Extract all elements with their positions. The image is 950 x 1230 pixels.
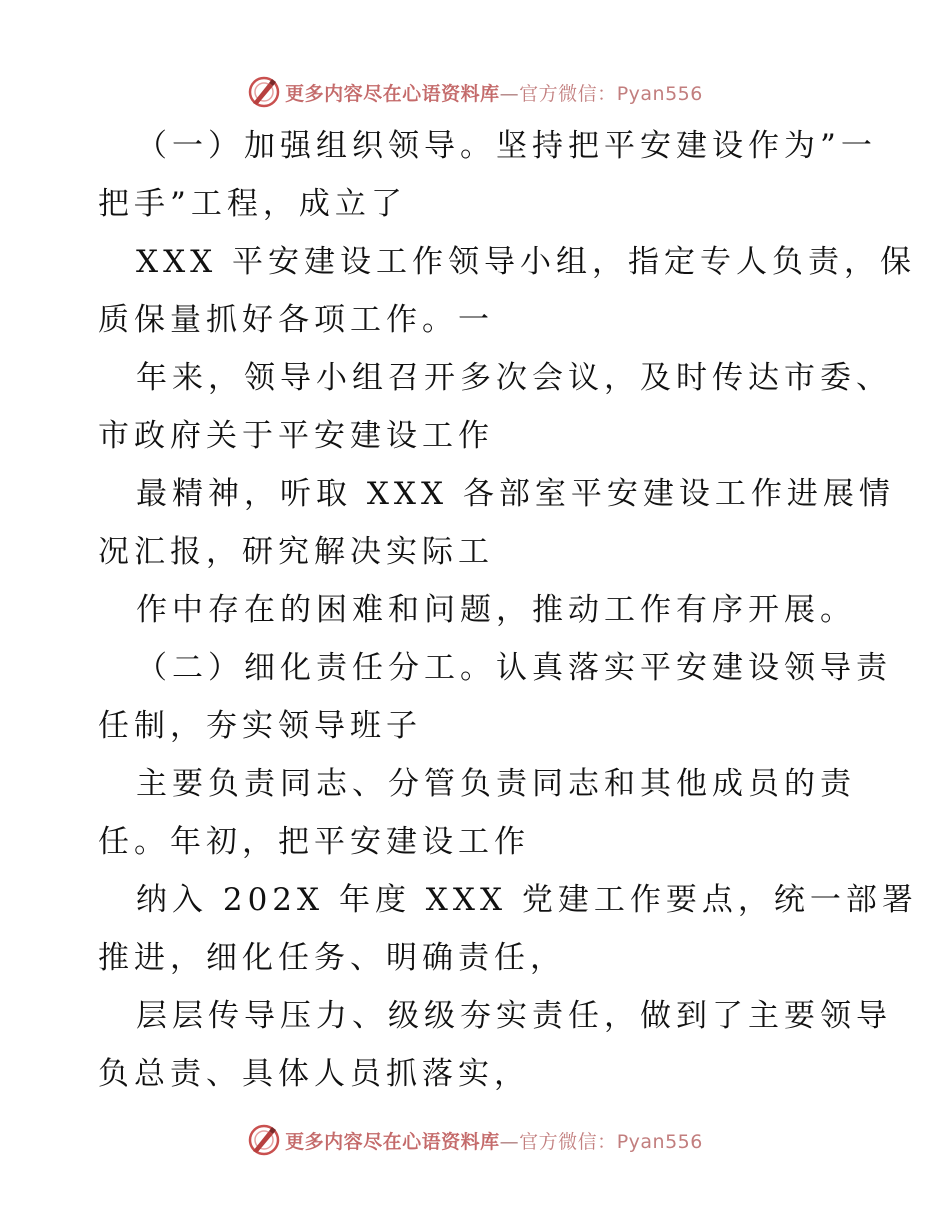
text-line: 作中存在的困难和问题，推动工作有序开展。 [136, 592, 856, 628]
watermark-account: Pyan556 [616, 82, 703, 105]
text-line: 负总责、具体人员抓落实， [98, 1056, 530, 1092]
document-body [98, 117, 918, 1103]
text-line: 任。年初，把平安建设工作 [98, 824, 530, 860]
watermark-site: 更多内容尽在心语资料库 [285, 82, 500, 105]
watermark-separator: — [499, 1130, 520, 1153]
text-line: （一）加强组织领导。坚持把平安建设作为”一 [136, 128, 877, 164]
watermark-account: Pyan556 [616, 1130, 703, 1153]
text-line: 纳入 202X 年度 XXX 党建工作要点，统一部署 [136, 882, 918, 918]
watermark-site: 更多内容尽在心语资料库 [285, 1130, 500, 1153]
watermark-label: 官方微信： [519, 82, 617, 105]
watermark-text [285, 79, 703, 106]
pen-in-circle-icon [247, 75, 281, 109]
text-line: 市政府关于平安建设工作 [98, 418, 494, 454]
text-line: 把手”工程，成立了 [98, 186, 407, 222]
watermark-header [0, 72, 950, 112]
text-line: 任制，夯实领导班子 [98, 708, 422, 744]
text-line: 推进，细化任务、明确责任， [98, 940, 566, 976]
watermark-footer [0, 1120, 950, 1160]
text-line: XXX 平安建设工作领导小组，指定专人负责，保 [136, 244, 917, 280]
text-line: 年来，领导小组召开多次会议，及时传达市委、 [136, 360, 892, 396]
pen-in-circle-icon [247, 1123, 281, 1157]
text-line: 质保量抓好各项工作。一 [98, 302, 494, 338]
watermark-separator: — [499, 82, 520, 105]
watermark-text [285, 1127, 703, 1154]
watermark-label: 官方微信： [519, 1130, 617, 1153]
text-line: 主要负责同志、分管负责同志和其他成员的责 [136, 766, 856, 802]
text-line: 最精神，听取 XXX 各部室平安建设工作进展情 [136, 476, 895, 512]
text-line: 层层传导压力、级级夯实责任，做到了主要领导 [136, 998, 892, 1034]
text-line: 况汇报，研究解决实际工 [98, 534, 494, 570]
text-line: （二）细化责任分工。认真落实平安建设领导责 [136, 650, 892, 686]
